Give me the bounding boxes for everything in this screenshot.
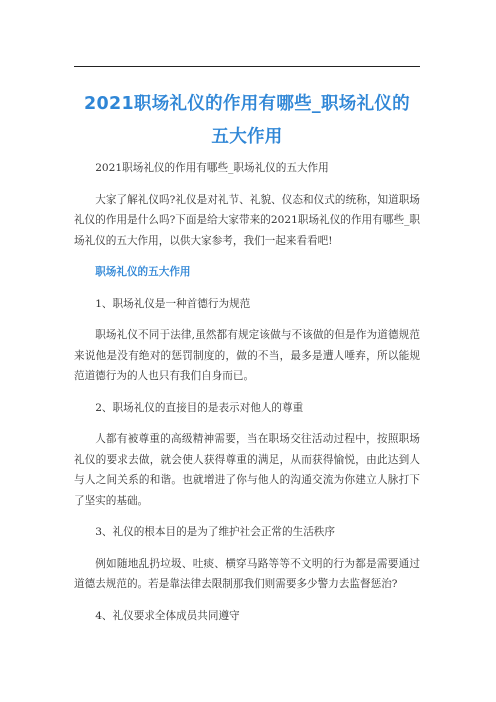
item-heading-3: 3、礼仪的根本目的是为了维护社会正常的生活秩序 (95, 526, 335, 538)
item-heading-4: 4、礼仪要求全体成员共同遵守 (95, 609, 240, 622)
item-body-1: 职场礼仪不同于法律,虽然都有规定该做与不该做的但是作为道德规范来说他是没有绝对的惩罚制度的，做的不当，最多是遭人唾弃，所以能规范道德行为的人也只有我们自身而已。 (74, 329, 420, 382)
item-body-3: 例如随地乱扔垃圾、吐痰、横穿马路等等不文明的行为都是需要通过道德去规范的。若是靠法律去限制那我们则需要多少警力去监督惩治? (74, 557, 420, 590)
title-line-2: 五大作用 (211, 127, 283, 147)
document-title (74, 88, 420, 154)
title-line-1: 2021职场礼仪的作用有哪些_职场礼仪的 (84, 94, 410, 114)
item-heading-1: 1、职场礼仪是一种首德行为规范 (95, 297, 251, 310)
lead-line: 2021职场礼仪的作用有哪些_职场礼仪的五大作用 (95, 162, 329, 174)
item-body-2: 人都有被尊重的高级精神需要，当在职场交往活动过程中，按照职场礼仪的要求去做，就会使人获得尊重的满足，从而获得愉悦，由此达到人与人之间关系的和谐。也就增进了你与他人的沟通交流为你建立人脉打下了坚实的基础。 (74, 433, 420, 507)
header-rule (74, 66, 420, 67)
item-heading-2: 2、职场礼仪的直接目的是表示对他人的尊重 (95, 401, 304, 414)
document-body (74, 154, 420, 637)
section-heading: 职场礼仪的五大作用 (95, 266, 191, 278)
intro-paragraph: 大家了解礼仪吗?礼仪是对礼节、礼貌、仪态和仪式的统称，知道职场礼仪的作用是什么吗?下面是给大家带来的2021职场礼仪的作用有哪些_职场礼仪的五大作用，以供大家参考，我们一起来看看吧! (74, 193, 420, 247)
